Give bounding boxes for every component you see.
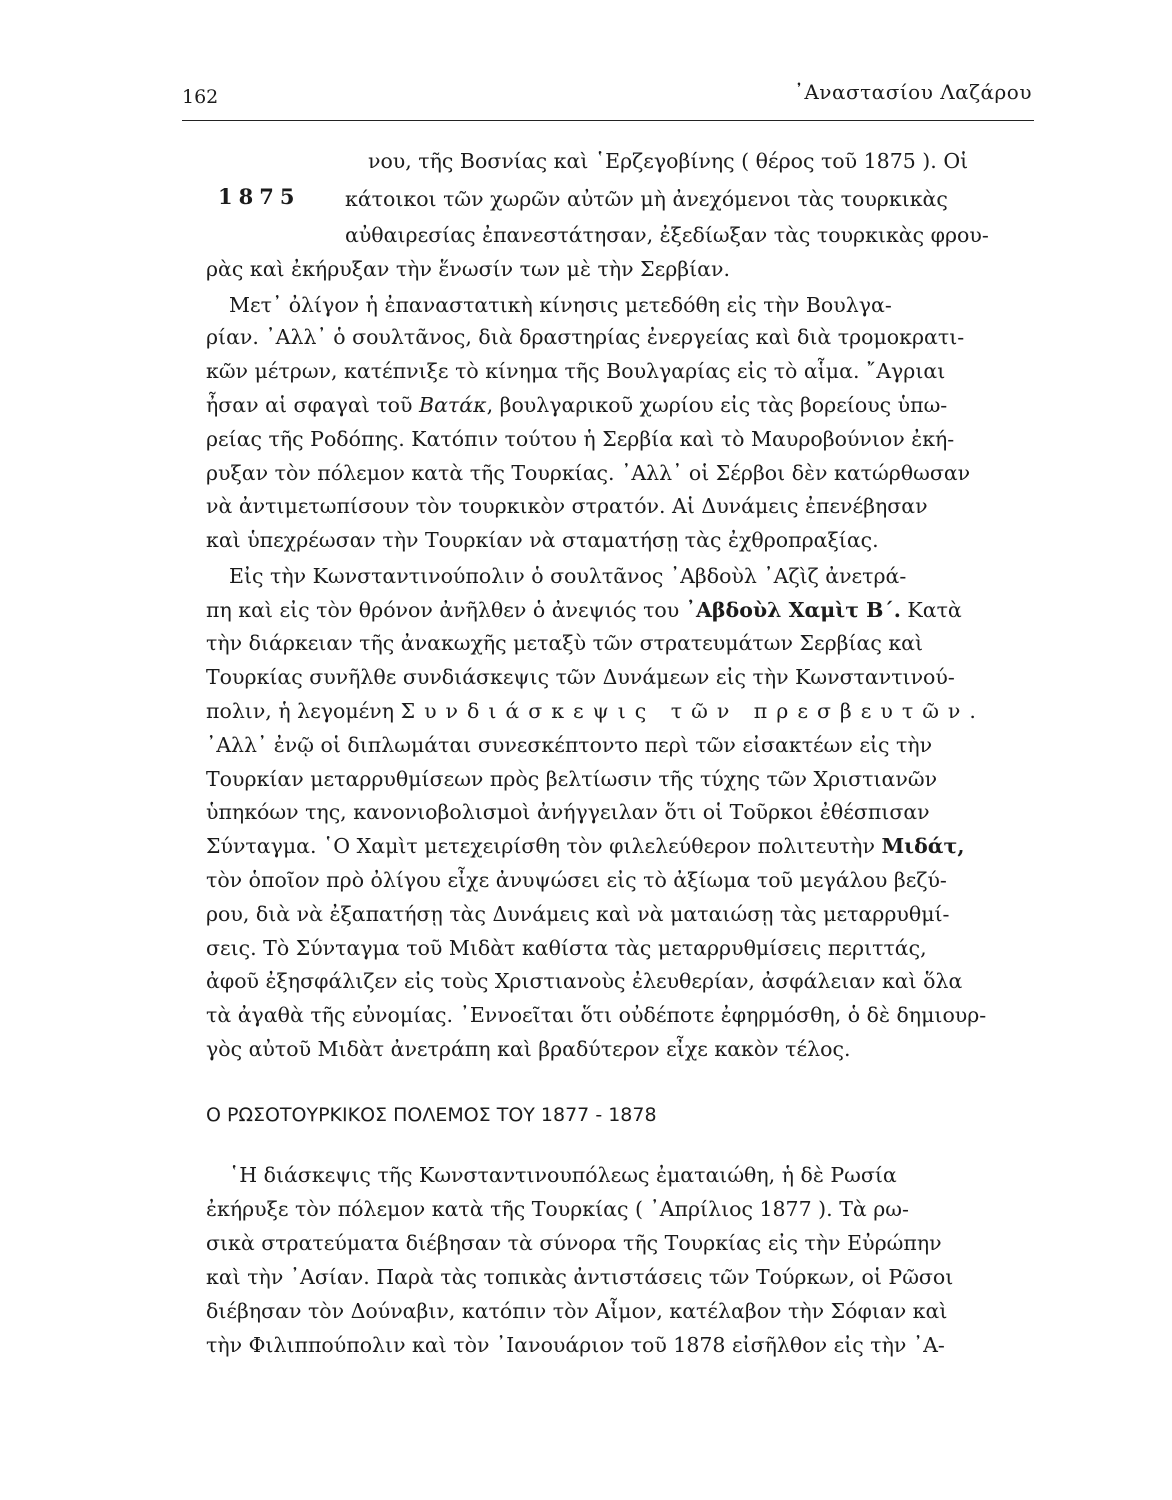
header-rule [182,120,1034,121]
text-fragment: , βουλγαρικοῦ χωρίου εἰς τὰς βορείους ὑπω- [486,393,948,417]
text-line [206,597,962,623]
text-line [206,698,985,724]
text-line: Εἰς τὴν Κωνσταντινούπολιν ὁ σουλτᾶνος ᾿Αβδοὺλ ᾿Αζὶζ ἀνετρά- [229,564,907,588]
text-line: διέβησαν τὸν Δούναβιν, κατόπιν τὸν Αἷμον, κατέλαβον τὴν Σόφιαν καὶ [206,1299,948,1323]
text-line: κῶν μέτρων, κατέπνιξε τὸ κίνημα τῆς Βουλγαρίας εἰς τὸ αἷμα. ῎Αγριαι [206,359,946,383]
text-line: νου, τῆς Βοσνίας καὶ ῾Ερζεγοβίνης ( θέρος τοῦ 1875 ). Οἱ [368,149,969,173]
text-line: Τουρκίας συνῆλθε συνδιάσκεψις τῶν Δυνάμεων εἰς τὴν Κωνσταντινού- [206,665,955,689]
page-header [182,78,1032,118]
text-line: γὸς αὐτοῦ Μιδὰτ ἀνετράπη καὶ βραδύτερον εἶχε κακὸν τέλος. [206,1037,851,1061]
text-line: Μετ᾿ ὀλίγον ἡ ἐπαναστατικὴ κίνησις μετεδόθη εἰς τὴν Βουλγα- [229,293,892,317]
text-line: τὴν διάρκειαν τῆς ἀνακωχῆς μεταξὺ τῶν στρατευμάτων Σερβίας καὶ [206,631,924,655]
text-line: κάτοικοι τῶν χωρῶν αὐτῶν μὴ ἀνεχόμενοι τὰς τουρκικὰς [345,187,948,211]
text-line: ἀφοῦ ἐξησφάλιζεν εἰς τοὺς Χριστιανοὺς ἐλευθερίαν, ἀσφάλειαν καὶ ὅλα [206,969,963,993]
text-line: ὑπηκόων της, κανονιοβολισμοὶ ἀνήγγειλαν ὅτι οἱ Τοῦρκοι ἐθέσπισαν [206,800,930,824]
name-abdul-hamid: ᾿Αβδοὺλ Χαμὶτ Β΄. [685,598,901,622]
text-line: αὐθαιρεσίας ἐπανεστάτησαν, ἐξεδίωξαν τὰς τουρκικὰς φρου- [345,223,989,247]
page-number: 162 [182,86,219,108]
term-conference: Συνδιάσκεψις τῶν πρεσβευτῶν. [400,699,985,723]
text-line: ρυξαν τὸν πόλεμον κατὰ τῆς Τουρκίας. ᾿Αλλ᾿ οἱ Σέρβοι δὲν κατώρθωσαν [206,461,971,485]
text-line: καὶ τὴν ᾿Ασίαν. Παρὰ τὰς τοπικὰς ἀντιστάσεις τῶν Τούρκων, οἱ Ρῶσοι [206,1265,954,1289]
text-line: σικὰ στρατεύματα διέβησαν τὰ σύνορα τῆς Τουρκίας εἰς τὴν Εὐρώπην [206,1231,942,1255]
text-line: τὰ ἀγαθὰ τῆς εὐνομίας. ᾿Εννοεῖται ὅτι οὐδέποτε ἐφηρμόσθη, ὁ δὲ δημιουρ- [206,1003,987,1027]
text-line: ἐκήρυξε τὸν πόλεμον κατὰ τῆς Τουρκίας ( ᾿Απρίλιος 1877 ). Τὰ ρω- [206,1197,909,1221]
text-fragment: πολιν, ἡ λεγομένη [206,699,395,723]
text-line: ρου, διὰ νὰ ἐξαπατήσῃ τὰς Δυνάμεις καὶ νὰ ματαιώσῃ τὰς μεταρρυθμί- [206,902,950,926]
text-line: ρείας τῆς Ροδόπης. Κατόπιν τούτου ἡ Σερβία καὶ τὸ Μαυροβούνιον ἐκή- [206,427,955,451]
text-line [206,833,964,859]
margin-year-note: 1875 [218,184,301,209]
text-line: ᾿Αλλ᾿ ἐνῷ οἱ διπλωμάται συνεσκέπτοντο περὶ τῶν εἰσακτέων εἰς τὴν [206,733,933,757]
text-fragment: Σύνταγμα. ῾Ο Χαμὶτ μετεχειρίσθη τὸν φιλελεύθερον πολιτευτὴν [206,834,875,858]
text-line: τὸν ὁποῖον πρὸ ὀλίγου εἶχε ἀνυψώσει εἰς τὸ ἀξίωμα τοῦ μεγάλου βεζύ- [206,868,947,892]
text-line [206,392,947,418]
name-midhat: Μιδάτ, [881,834,965,858]
text-fragment: ἦσαν αἱ σφαγαὶ τοῦ [206,393,413,417]
text-line: ῾Η διάσκεψις τῆς Κωνσταντινουπόλεως ἐματαιώθη, ἡ δὲ Ρωσία [229,1163,897,1187]
text-fragment: Κατὰ [907,598,962,622]
text-fragment: πη καὶ εἰς τὸν θρόνον ἀνῆλθεν ὁ ἀνεψιός του [206,598,680,622]
text-line: τὴν Φιλιππούπολιν καὶ τὸν ᾿Ιανουάριον τοῦ 1878 εἰσῆλθον εἰς τὴν ᾿Α- [206,1333,945,1357]
section-heading: Ο ΡΩΣΟΤΟΥΡΚΙΚΟΣ ΠΟΛΕΜΟΣ ΤΟΥ 1877 - 1878 [206,1104,657,1126]
text-line: σεις. Τὸ Σύνταγμα τοῦ Μιδὰτ καθίστα τὰς μεταρρυθμίσεις περιττάς, [206,936,927,960]
text-line: νὰ ἀντιμετωπίσουν τὸν τουρκικὸν στρατόν. Αἱ Δυνάμεις ἐπενέβησαν [206,494,928,518]
place-name-vatak: Βατάκ [419,393,487,417]
running-title: ᾿Αναστασίου Λαζάρου [793,80,1032,104]
text-line: ρίαν. ᾿Αλλ᾿ ὁ σουλτᾶνος, διὰ δραστηρίας ἐνεργείας καὶ διὰ τρομοκρατι- [206,325,965,349]
text-line: Τουρκίαν μεταρρυθμίσεων πρὸς βελτίωσιν τῆς τύχης τῶν Χριστιανῶν [206,767,938,791]
text-line: καὶ ὑπεχρέωσαν τὴν Τουρκίαν νὰ σταματήσῃ τὰς ἐχθροπραξίας. [206,528,879,552]
text-line: ρὰς καὶ ἐκήρυξαν τὴν ἕνωσίν των μὲ τὴν Σερβίαν. [206,257,730,281]
